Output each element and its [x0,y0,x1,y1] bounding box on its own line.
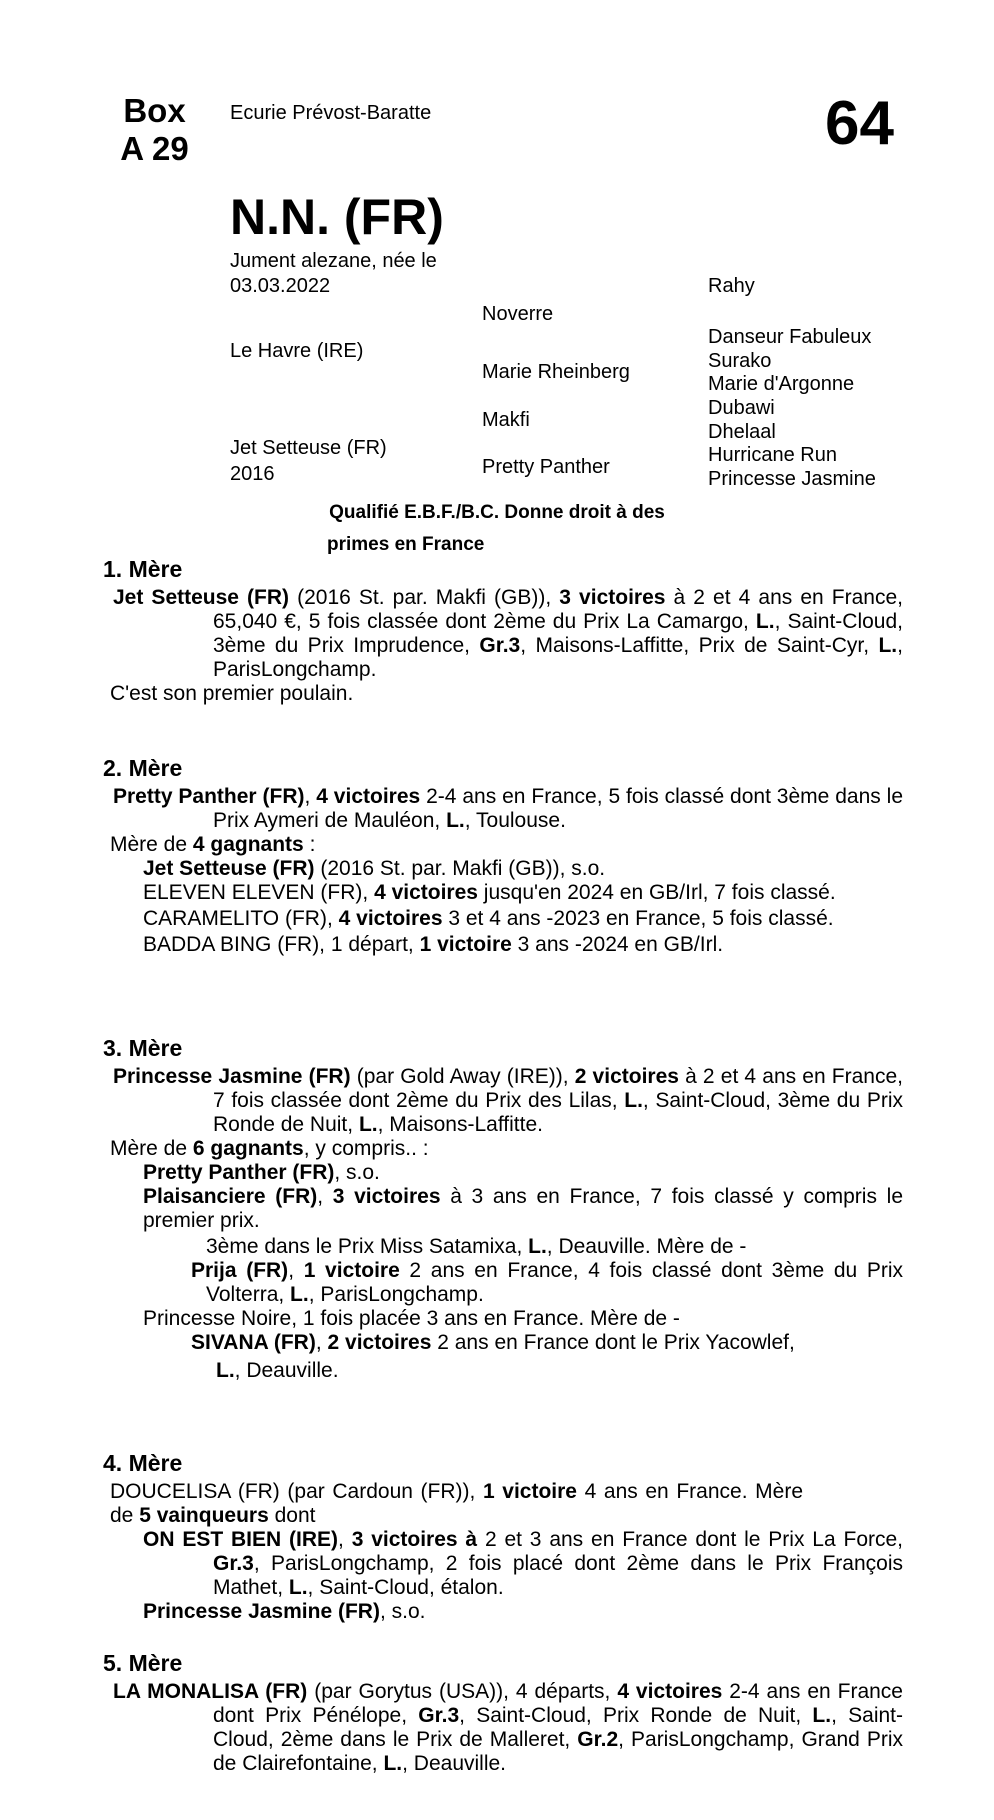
box-label: Box [123,92,186,129]
section-title: 1. Mère [103,556,183,582]
box-code: A 29 [120,130,189,167]
qualification-line2: primes en France [327,534,485,555]
produce-entry: ELEVEN ELEVEN (FR), 4 victoires jusqu'en 2024 en GB/Irl, 7 fois classé. [143,881,836,904]
pedigree-gen3-1: Rahy [708,275,755,297]
produce-intro: Mère de 4 gagnants : [110,833,316,856]
pedigree-gen3-3: Surako [708,350,772,372]
section-title: 4. Mère [103,1450,183,1476]
section-title: 3. Mère [103,1035,183,1061]
pedigree-sire: Le Havre (IRE) [230,340,364,362]
pedigree-gen3-4: Marie d'Argonne [708,373,855,395]
horse-description: Jument alezane, née le [230,250,437,272]
dam-note: C'est son premier poulain. [110,682,354,705]
pedigree-dam-sire: Makfi [482,409,530,431]
section-title: 5. Mère [103,1650,183,1676]
grandproduce-entry: SIVANA (FR), 2 victoires 2 ans en France dont le Prix Yacowlef, [191,1331,795,1354]
pedigree-gen3-6: Dhelaal [708,421,776,443]
produce-entry: Jet Setteuse (FR) (2016 St. par. Makfi (GB)), s.o. [143,857,606,880]
consignor: Ecurie Prévost-Baratte [230,102,432,124]
produce-entry: ON EST BIEN (IRE), 3 victoires à 2 et 3 ans en France dont le Prix La Force, Gr.3, ParisLongchamp, 2 fois placé dont 2ème dans le Prix François Mathet, L., Saint-Cloud, étalon. [143,1528,904,1599]
grandproduce-detail: L., Deauville. [216,1359,339,1382]
pedigree-gen3-7: Hurricane Run [708,444,837,466]
produce-entry: Princesse Noire, 1 fois placée 3 ans en France. Mère de - [143,1307,680,1330]
pedigree-dam: Jet Setteuse (FR) [230,437,387,459]
produce-entry: Pretty Panther (FR), s.o. [143,1161,380,1184]
qualification-line1: Qualifié E.B.F./B.C. Donne droit à des [329,502,665,523]
section-fourth-dam [103,1451,903,1624]
produce-detail: 3ème dans le Prix Miss Satamixa, L., Deauville. Mère de - [206,1235,747,1258]
box-number [107,92,202,168]
section-fifth-dam [103,1651,903,1776]
pedigree-gen3-2: Danseur Fabuleux [708,326,872,348]
section-second-dam [103,756,903,957]
dam-entry: Princesse Jasmine (FR) (par Gold Away (IRE)), 2 victoires à 2 et 4 ans en France, 7 fois classée dont 2ème du Prix des Lilas, L., Saint-Cloud, 3ème du Prix Ronde de Nuit, L., Maisons-Laffitte. [113,1065,903,1136]
lot-number: 64 [825,89,894,158]
section-third-dam [103,1036,903,1383]
pedigree-gen3-8: Princesse Jasmine [708,468,876,490]
dam-entry: Pretty Panther (FR), 4 victoires 2-4 ans en France, 5 fois classé dont 3ème dans le Prix Aymeri de Mauléon, L., Toulouse. [113,785,904,832]
pedigree-gen3-5: Dubawi [708,397,775,419]
dam-entry: LA MONALISA (FR) (par Gorytus (USA)), 4 départs, 4 victoires 2-4 ans en France dont Prix Pénélope, Gr.3, Saint-Cloud, Prix Ronde de Nuit, L., Saint-Cloud, 2ème dans le Prix de Malleret, Gr.2, ParisLongchamp, Grand Prix de Clairefontaine, L., Deauville. [113,1680,904,1775]
produce-entry: CARAMELITO (FR), 4 victoires 3 et 4 ans -2023 en France, 5 fois classé. [143,907,834,930]
dam-entry: Jet Setteuse (FR) (2016 St. par. Makfi (GB)), 3 victoires à 2 et 4 ans en France, 65,040 €, 5 fois classée dont 2ème du Prix La Camargo, L., Saint-Cloud, 3ème du Prix Imprudence, Gr.3, Maisons-Laffitte, Prix de Saint-Cyr, L., ParisLongchamp. [113,586,903,681]
section-title: 2. Mère [103,755,183,781]
pedigree-dam-dam: Pretty Panther [482,456,610,478]
produce-intro: Mère de 6 gagnants, y compris.. : [110,1137,429,1160]
pedigree-sire-dam: Marie Rheinberg [482,361,630,383]
horse-name: N.N. (FR) [230,189,444,245]
produce-entry: BADDA BING (FR), 1 départ, 1 victoire 3 ans -2024 en GB/Irl. [143,933,724,956]
pedigree-sire-sire: Noverre [482,303,554,325]
pedigree-dam-year: 2016 [230,463,275,485]
grandproduce-entry: Prija (FR), 1 victoire 2 ans en France, 4 fois classé dont 3ème du Prix Volterra, L., ParisLongchamp. [191,1259,904,1306]
horse-birthdate: 03.03.2022 [230,275,331,297]
produce-entry: Plaisanciere (FR), 3 victoires à 3 ans en France, 7 fois classé y compris le premier prix. [143,1185,903,1232]
section-first-dam [103,557,903,706]
produce-entry: Princesse Jasmine (FR), s.o. [143,1600,426,1623]
dam-entry: DOUCELISA (FR) (par Cardoun (FR)), 1 victoire 4 ans en France. Mère de 5 vainqueurs dont [110,1480,803,1527]
